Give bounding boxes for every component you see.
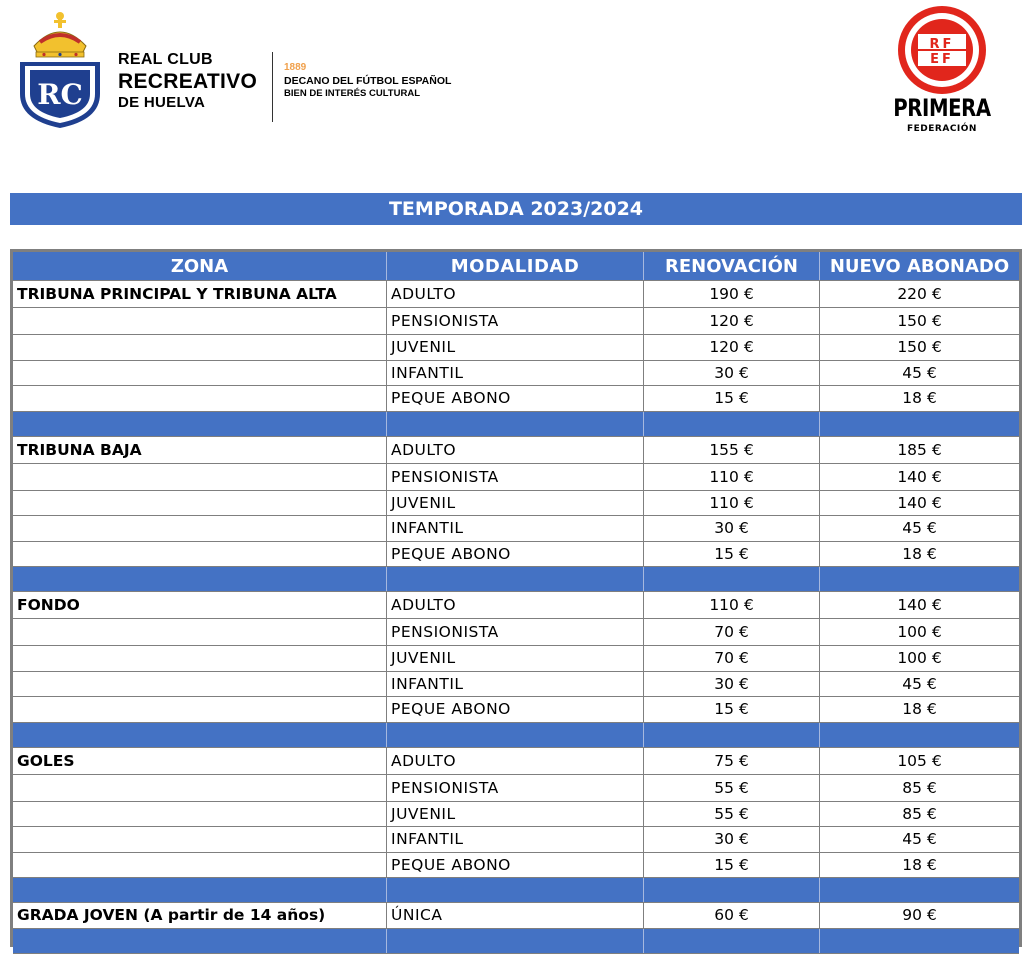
modalidad-cell: PENSIONISTA (387, 775, 644, 801)
separator-cell (820, 412, 1019, 436)
table-row (13, 827, 1019, 853)
separator-cell (387, 567, 644, 591)
zone-cell (13, 386, 387, 411)
modalidad-cell: INFANTIL (387, 361, 644, 386)
separator-cell (13, 929, 387, 953)
zone-separator-row (13, 723, 1019, 748)
table-row (13, 672, 1019, 698)
separator-cell (387, 723, 644, 747)
table-row (13, 491, 1019, 517)
nuevo-abonado-price-cell: 45 € (902, 363, 937, 382)
zone-cell (13, 308, 387, 334)
rfef-text-top: RF (929, 37, 955, 52)
renovacion-price-cell: 30 € (644, 672, 820, 697)
club-crest-icon (14, 8, 106, 130)
nuevo-abonado-price-cell: 18 € (902, 389, 937, 408)
league-name: PRIMERA (893, 94, 991, 122)
table-row (13, 335, 1019, 361)
nuevo-abonado-price-cell: 45 € (902, 830, 937, 849)
separator-cell (387, 929, 644, 953)
zone-separator-row (13, 567, 1019, 592)
renovacion-price-cell: 30 € (644, 827, 820, 852)
table-row (13, 516, 1019, 542)
renovacion-price-cell: 15 € (644, 697, 820, 722)
separator-cell (644, 567, 820, 591)
renovacion-price-cell: 15 € (644, 853, 820, 878)
modalidad-cell: ADULTO (387, 281, 644, 307)
renovacion-price-cell: 60 € (644, 903, 820, 928)
table-row (13, 308, 1019, 335)
table-row (13, 437, 1019, 464)
separator-cell (644, 878, 820, 902)
zone-cell (13, 646, 387, 671)
club-name-line1: REAL CLUB (118, 51, 213, 68)
nuevo-abonado-price-cell: 140 € (897, 467, 942, 486)
renovacion-price-cell: 70 € (644, 619, 820, 645)
club-name-line3: DE HUELVA (118, 94, 206, 111)
table-row (13, 361, 1019, 387)
league-subtitle: FEDERACIÓN (907, 124, 977, 134)
nuevo-abonado-price-cell: 85 € (902, 778, 937, 797)
founding-year: 1889 (284, 62, 307, 73)
modalidad-cell: JUVENIL (387, 646, 644, 671)
club-name (118, 52, 257, 110)
table-row (13, 775, 1019, 802)
table-row (13, 464, 1019, 491)
modalidad-cell: ADULTO (387, 592, 644, 618)
season-title: TEMPORADA 2023/2024 (10, 193, 1022, 225)
separator-cell (387, 412, 644, 436)
crest-monogram: RC (37, 78, 83, 111)
nuevo-abonado-price-cell: 100 € (897, 623, 942, 641)
zone-cell (13, 464, 387, 490)
separator-cell (644, 412, 820, 436)
nuevo-abonado-price-cell: 90 € (902, 906, 937, 925)
modalidad-cell: ADULTO (387, 748, 644, 774)
zone-cell (13, 853, 387, 878)
club-tagline1: DECANO DEL FÚTBOL ESPAÑOL (284, 74, 452, 87)
table-row (13, 281, 1019, 308)
column-header-renovacion: RENOVACIÓN (644, 252, 820, 280)
zone-separator-row (13, 878, 1019, 903)
renovacion-price-cell: 110 € (644, 464, 820, 490)
rfef-text-bottom: EF (930, 52, 954, 67)
modalidad-cell: PEQUE ABONO (387, 697, 644, 722)
header-divider (272, 52, 273, 122)
column-header-modalidad: MODALIDAD (387, 252, 644, 280)
table-body (13, 281, 1019, 954)
renovacion-price-cell: 30 € (644, 361, 820, 386)
renovacion-price-cell: 120 € (644, 335, 820, 360)
nuevo-abonado-price-cell: 150 € (897, 338, 942, 357)
separator-cell (820, 929, 1019, 953)
zone-cell (13, 491, 387, 516)
zone-cell: GOLES (13, 748, 387, 774)
nuevo-abonado-price-cell: 100 € (897, 649, 942, 668)
table-header-row (13, 252, 1019, 281)
zone-cell (13, 775, 387, 801)
table-row (13, 619, 1019, 646)
column-header-zona: ZONA (13, 252, 387, 280)
nuevo-abonado-price-cell: 18 € (902, 544, 937, 563)
renovacion-price-cell: 70 € (644, 646, 820, 671)
nuevo-abonado-price-cell: 18 € (902, 855, 937, 874)
renovacion-price-cell: 55 € (644, 802, 820, 827)
renovacion-price-cell: 75 € (644, 748, 820, 774)
separator-cell (387, 878, 644, 902)
nuevo-abonado-price-cell: 150 € (897, 312, 942, 330)
zone-cell: GRADA JOVEN (A partir de 14 años) (13, 903, 387, 928)
modalidad-cell: PENSIONISTA (387, 464, 644, 490)
nuevo-abonado-price-cell: 185 € (897, 440, 942, 459)
modalidad-cell: PEQUE ABONO (387, 853, 644, 878)
renovacion-price-cell: 15 € (644, 386, 820, 411)
separator-cell (13, 878, 387, 902)
modalidad-cell: JUVENIL (387, 491, 644, 516)
renovacion-price-cell: 110 € (644, 592, 820, 618)
renovacion-price-cell: 15 € (644, 542, 820, 567)
nuevo-abonado-price-cell: 85 € (902, 804, 937, 823)
zone-cell (13, 516, 387, 541)
renovacion-price-cell: 155 € (644, 437, 820, 463)
table-row (13, 542, 1019, 568)
zone-cell (13, 697, 387, 722)
separator-cell (13, 567, 387, 591)
pricing-table (10, 249, 1022, 947)
zone-cell (13, 542, 387, 567)
nuevo-abonado-price-cell: 105 € (897, 751, 942, 770)
nuevo-abonado-price-cell: 140 € (897, 493, 942, 512)
modalidad-cell: ÚNICA (387, 903, 644, 928)
table-row (13, 646, 1019, 672)
club-info (284, 62, 451, 100)
separator-cell (13, 723, 387, 747)
modalidad-cell: INFANTIL (387, 516, 644, 541)
nuevo-abonado-price-cell: 220 € (897, 285, 942, 303)
zone-cell: FONDO (13, 592, 387, 618)
separator-cell (820, 878, 1019, 902)
nuevo-abonado-price-cell: 140 € (897, 596, 942, 614)
modalidad-cell: PEQUE ABONO (387, 386, 644, 411)
zone-separator-row (13, 412, 1019, 437)
table-row (13, 748, 1019, 775)
club-name-line2: RECREATIVO (118, 70, 258, 93)
modalidad-cell: JUVENIL (387, 802, 644, 827)
table-row (13, 386, 1019, 412)
zone-separator-row (13, 929, 1019, 954)
renovacion-price-cell: 55 € (644, 775, 820, 801)
nuevo-abonado-price-cell: 45 € (902, 674, 937, 693)
modalidad-cell: INFANTIL (387, 672, 644, 697)
renovacion-price-cell: 120 € (644, 308, 820, 334)
zone-cell (13, 619, 387, 645)
separator-cell (820, 567, 1019, 591)
renovacion-price-cell: 190 € (644, 281, 820, 307)
zone-cell (13, 802, 387, 827)
zone-cell (13, 827, 387, 852)
separator-cell (644, 929, 820, 953)
table-row (13, 903, 1019, 929)
separator-cell (820, 723, 1019, 747)
zone-cell: TRIBUNA BAJA (13, 437, 387, 463)
renovacion-price-cell: 30 € (644, 516, 820, 541)
modalidad-cell: JUVENIL (387, 335, 644, 360)
zone-cell (13, 672, 387, 697)
modalidad-cell: PENSIONISTA (387, 308, 644, 334)
separator-cell (644, 723, 820, 747)
modalidad-cell: PEQUE ABONO (387, 542, 644, 567)
zone-cell (13, 361, 387, 386)
club-tagline2: BIEN DE INTERÉS CULTURAL (284, 87, 420, 99)
zone-cell (13, 335, 387, 360)
table-row (13, 802, 1019, 828)
column-header-nuevo-abonado: NUEVO ABONADO (829, 255, 1010, 277)
modalidad-cell: ADULTO (387, 437, 644, 463)
nuevo-abonado-price-cell: 45 € (902, 519, 937, 538)
renovacion-price-cell: 110 € (644, 491, 820, 516)
table-row (13, 592, 1019, 619)
zone-cell: TRIBUNA PRINCIPAL Y TRIBUNA ALTA (13, 281, 387, 307)
modalidad-cell: INFANTIL (387, 827, 644, 852)
table-row (13, 697, 1019, 723)
separator-cell (13, 412, 387, 436)
modalidad-cell: PENSIONISTA (387, 619, 644, 645)
nuevo-abonado-price-cell: 18 € (902, 700, 937, 719)
table-row (13, 853, 1019, 879)
